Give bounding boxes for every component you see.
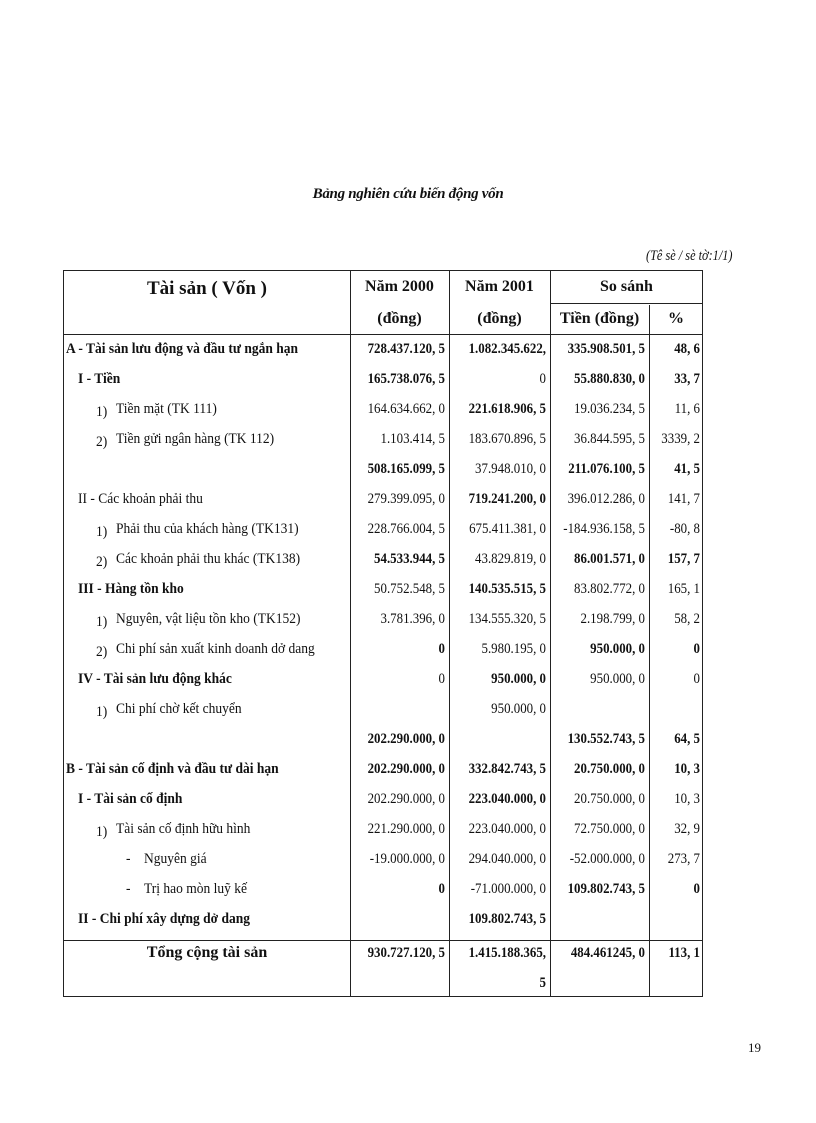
row-marker: 1) bbox=[96, 824, 108, 840]
cell-2001: 37.948.010, 0 bbox=[475, 461, 546, 477]
cell-2000: 728.437.120, 5 bbox=[367, 341, 445, 357]
cell-2000: 0 bbox=[438, 671, 445, 687]
cell-diff: 396.012.286, 0 bbox=[567, 491, 645, 507]
cell-2000: 508.165.099, 5 bbox=[367, 461, 445, 477]
row-label: Nguyên giá bbox=[144, 851, 207, 867]
cell-2001: 675.411.381, 0 bbox=[469, 521, 546, 537]
cell-diff: 950.000, 0 bbox=[590, 671, 645, 687]
cell-percent: 48, 6 bbox=[674, 341, 700, 357]
grid-line bbox=[64, 334, 702, 335]
header-unit-2001: (đồng) bbox=[477, 310, 522, 327]
cell-2001: 294.040.000, 0 bbox=[468, 851, 546, 867]
cell-2001: 719.241.200, 0 bbox=[468, 491, 546, 507]
total-2001: 1.415.188.365, bbox=[468, 945, 546, 961]
total-diff: 484.461245, 0 bbox=[570, 945, 645, 961]
total-percent: 113, 1 bbox=[668, 945, 700, 961]
cell-2000: -19.000.000, 0 bbox=[369, 851, 445, 867]
row-label: Chi phí sản xuất kinh doanh dở dang bbox=[116, 641, 315, 657]
grid-line bbox=[350, 271, 351, 996]
total-2000: 930.727.120, 5 bbox=[367, 945, 445, 961]
cell-2001: 183.670.896, 5 bbox=[468, 431, 546, 447]
cell-diff: 211.076.100, 5 bbox=[568, 461, 645, 477]
header-money: Tiền (đồng) bbox=[559, 310, 640, 327]
row-label: Tài sản cố định hữu hình bbox=[116, 821, 251, 837]
cell-2001: 223.040.000, 0 bbox=[468, 791, 546, 807]
cell-percent: 0 bbox=[693, 671, 700, 687]
header-asset: Tài sản ( Vốn ) bbox=[146, 278, 267, 299]
row-label: IV - Tài sản lưu động khác bbox=[78, 671, 232, 687]
cell-percent: 3339, 2 bbox=[661, 431, 700, 447]
cell-percent: 165, 1 bbox=[667, 581, 700, 597]
cell-2001: 0 bbox=[539, 371, 546, 387]
cell-2001: 950.000, 0 bbox=[491, 701, 546, 717]
cell-diff: 109.802.743, 5 bbox=[567, 881, 645, 897]
grid-line bbox=[550, 303, 702, 304]
row-label: Nguyên, vật liệu tồn kho (TK152) bbox=[116, 611, 301, 627]
cell-percent: 58, 2 bbox=[674, 611, 700, 627]
cell-diff: 950.000, 0 bbox=[590, 641, 645, 657]
header-compare: So sánh bbox=[600, 278, 653, 295]
row-label: III - Hàng tồn kho bbox=[78, 581, 184, 597]
unit-note: (Tê sè / sè tờ:1/1) bbox=[646, 248, 733, 264]
cell-diff: 83.802.772, 0 bbox=[574, 581, 645, 597]
cell-2001: 950.000, 0 bbox=[491, 671, 546, 687]
cell-diff: 19.036.234, 5 bbox=[574, 401, 645, 417]
cell-diff: 2.198.799, 0 bbox=[580, 611, 645, 627]
cell-diff: 130.552.743, 5 bbox=[567, 731, 645, 747]
row-label: II - Chi phí xây dựng dở dang bbox=[78, 911, 251, 927]
cell-2000: 202.290.000, 0 bbox=[367, 791, 445, 807]
cell-diff: 20.750.000, 0 bbox=[574, 761, 645, 777]
cell-2001: 332.842.743, 5 bbox=[468, 761, 546, 777]
cell-percent: 273, 7 bbox=[667, 851, 700, 867]
header-unit-2000: (đồng) bbox=[377, 310, 422, 327]
cell-2001: 43.829.819, 0 bbox=[475, 551, 546, 567]
header-year-2001: Năm 2001 bbox=[465, 278, 534, 295]
cell-2000: 165.738.076, 5 bbox=[367, 371, 445, 387]
row-marker: 2) bbox=[96, 554, 108, 570]
cell-2000: 3.781.396, 0 bbox=[380, 611, 445, 627]
header-percent: % bbox=[668, 310, 684, 327]
header-year-2000: Năm 2000 bbox=[365, 278, 434, 295]
row-label: I - Tiền bbox=[78, 371, 121, 387]
row-marker: 2) bbox=[96, 644, 108, 660]
cell-2001: 5.980.195, 0 bbox=[481, 641, 546, 657]
row-label: A - Tài sản lưu động và đầu tư ngắn hạn bbox=[66, 341, 299, 357]
cell-2000: 279.399.095, 0 bbox=[367, 491, 445, 507]
page-number: 19 bbox=[748, 1040, 761, 1055]
cell-2001: 223.040.000, 0 bbox=[468, 821, 546, 837]
cell-diff: 55.880.830, 0 bbox=[574, 371, 645, 387]
total-2001-cont: 5 bbox=[539, 975, 546, 991]
cell-percent: 64, 5 bbox=[674, 731, 700, 747]
cell-2000: 202.290.000, 0 bbox=[367, 761, 445, 777]
cell-2001: 221.618.906, 5 bbox=[468, 401, 546, 417]
cell-2000: 164.634.662, 0 bbox=[367, 401, 445, 417]
row-label: Tiền gửi ngân hàng (TK 112) bbox=[116, 431, 275, 447]
row-marker: 1) bbox=[96, 614, 108, 630]
cell-2000: 228.766.004, 5 bbox=[367, 521, 445, 537]
row-marker: 2) bbox=[96, 434, 108, 450]
row-label: II - Các khoản phải thu bbox=[78, 491, 203, 507]
cell-2001: 109.802.743, 5 bbox=[468, 911, 546, 927]
cell-percent: 10, 3 bbox=[674, 761, 700, 777]
cell-percent: 157, 7 bbox=[667, 551, 700, 567]
row-marker: - bbox=[126, 851, 131, 867]
cell-percent: 32, 9 bbox=[674, 821, 700, 837]
grid-line bbox=[449, 271, 450, 996]
cell-2001: 134.555.320, 5 bbox=[468, 611, 546, 627]
grid-line bbox=[550, 271, 551, 996]
row-marker: - bbox=[126, 881, 131, 897]
cell-2000: 0 bbox=[438, 881, 445, 897]
row-label: Các khoản phải thu khác (TK138) bbox=[116, 551, 301, 567]
cell-diff: -52.000.000, 0 bbox=[569, 851, 645, 867]
row-label: I - Tài sản cố định bbox=[78, 791, 183, 807]
row-label: Tiền mặt (TK 111) bbox=[116, 401, 217, 417]
total-label: Tổng cộng tài sản bbox=[146, 944, 268, 961]
grid-line bbox=[649, 305, 650, 996]
page-title: Bảng nghiên cứu biến động vốn bbox=[312, 186, 504, 202]
row-label: B - Tài sản cố định và đầu tư dài hạn bbox=[66, 761, 279, 777]
row-marker: 1) bbox=[96, 524, 108, 540]
cell-percent: 11, 6 bbox=[674, 401, 700, 417]
cell-2000: 0 bbox=[438, 641, 445, 657]
cell-diff: 36.844.595, 5 bbox=[574, 431, 645, 447]
cell-percent: 0 bbox=[693, 641, 700, 657]
cell-diff: 86.001.571, 0 bbox=[574, 551, 645, 567]
cell-2001: -71.000.000, 0 bbox=[470, 881, 546, 897]
cell-2000: 54.533.944, 5 bbox=[374, 551, 445, 567]
cell-percent: 33, 7 bbox=[674, 371, 700, 387]
cell-percent: 10, 3 bbox=[674, 791, 700, 807]
cell-2000: 221.290.000, 0 bbox=[367, 821, 445, 837]
cell-diff: 72.750.000, 0 bbox=[574, 821, 645, 837]
cell-diff: 335.908.501, 5 bbox=[567, 341, 645, 357]
row-marker: 1) bbox=[96, 704, 108, 720]
row-marker: 1) bbox=[96, 404, 108, 420]
cell-2000: 202.290.000, 0 bbox=[367, 731, 445, 747]
cell-percent: 141, 7 bbox=[667, 491, 700, 507]
cell-percent: 0 bbox=[693, 881, 700, 897]
cell-2001: 140.535.515, 5 bbox=[468, 581, 546, 597]
cell-diff: 20.750.000, 0 bbox=[574, 791, 645, 807]
cell-diff: -184.936.158, 5 bbox=[563, 521, 645, 537]
row-label: Chi phí chờ kết chuyển bbox=[116, 701, 242, 717]
row-label: Trị hao mòn luỹ kế bbox=[144, 881, 248, 897]
capital-table bbox=[63, 270, 703, 997]
row-label: Phải thu của khách hàng (TK131) bbox=[116, 521, 299, 537]
cell-2000: 50.752.548, 5 bbox=[374, 581, 445, 597]
cell-2001: 1.082.345.622, bbox=[468, 341, 546, 357]
cell-percent: 41, 5 bbox=[674, 461, 700, 477]
cell-2000: 1.103.414, 5 bbox=[380, 431, 445, 447]
cell-percent: -80, 8 bbox=[669, 521, 700, 537]
